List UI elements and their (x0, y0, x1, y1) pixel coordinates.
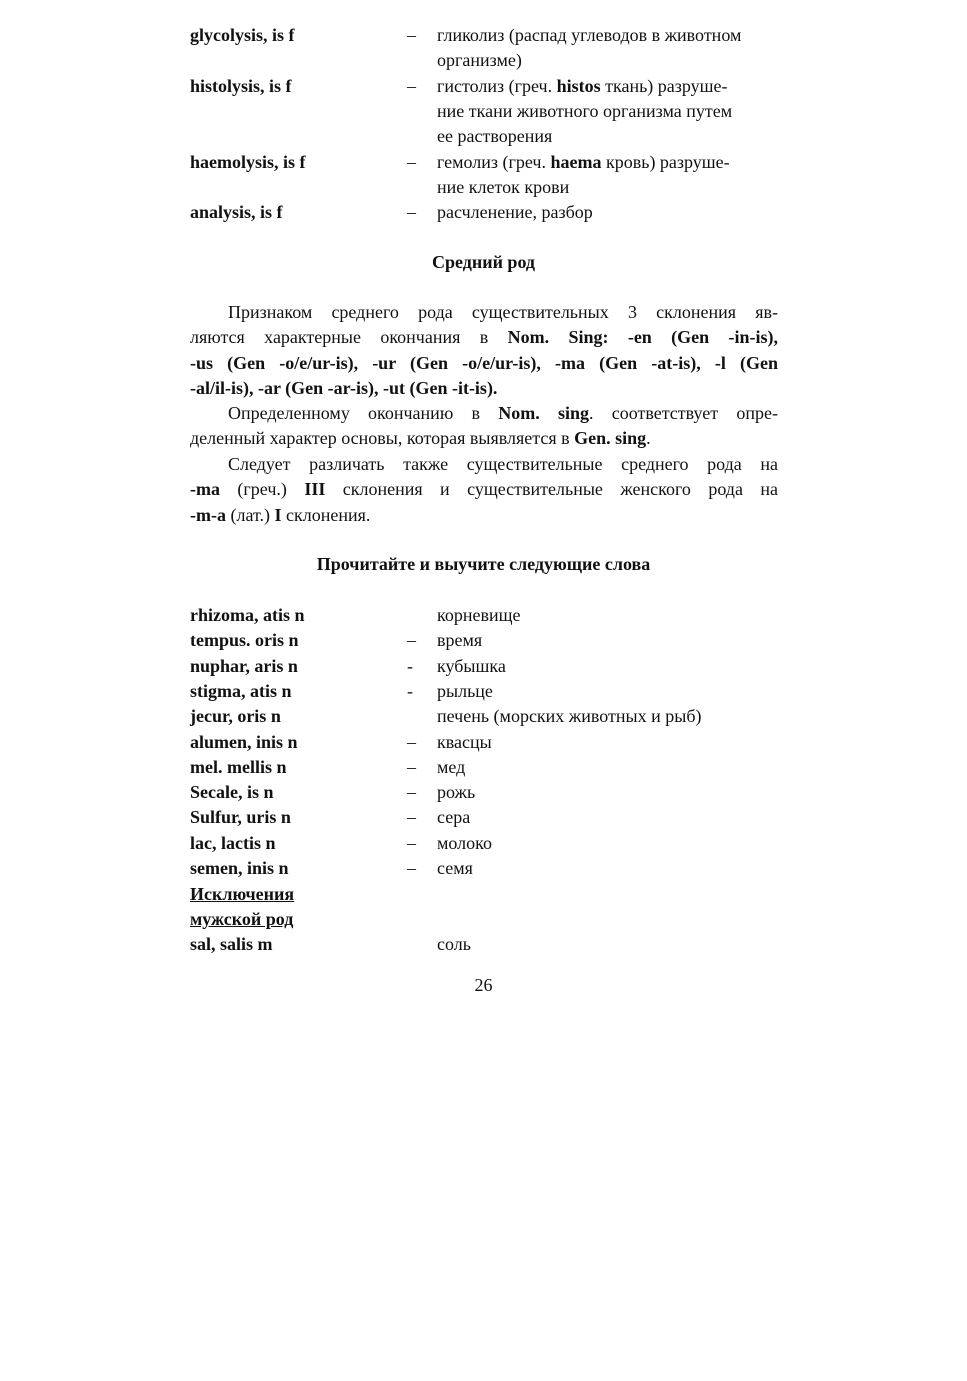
vocab-entry (0, 603, 967, 628)
vocab-term: rhizoma, atis n (190, 605, 305, 625)
vocab-definition: печень (морских животных и рыб) (437, 706, 702, 727)
glossary-entry-line (0, 200, 967, 225)
exceptions-heading-row-2 (0, 907, 967, 932)
vocab-definition: корневище (437, 605, 521, 625)
vocab-term: mel. mellis n (190, 756, 287, 777)
vocab-term: lac, lactis n (190, 832, 276, 853)
vocab-entry (0, 628, 967, 653)
glossary-definition (437, 99, 732, 124)
bold-text-segment: -m-a (190, 504, 226, 525)
glossary-definition (437, 74, 727, 99)
text-segment: Определенному окончанию в (228, 403, 499, 423)
glossary-term: glycolysis, is f (190, 25, 295, 45)
paragraph-line (228, 452, 778, 477)
glossary-entry-line (0, 48, 967, 73)
dash-separator: – (407, 756, 416, 777)
text-segment: (греч.) (220, 479, 305, 500)
vocab-title: Прочитайте и выучите следующие слова (316, 554, 651, 574)
glossary-term: analysis, is f (190, 202, 283, 223)
glossary-entry-line (0, 124, 967, 149)
text-segment: (лат.) (225, 504, 275, 525)
vocab-term: semen, inis n (190, 858, 289, 878)
glossary-definition (437, 150, 730, 175)
dash-separator: – (407, 25, 416, 45)
bold-text-segment: Nom. sing (498, 403, 589, 423)
bold-text-segment: Nom. Sing: -en (Gen -in-is), (507, 327, 779, 348)
exception-definition: соль (437, 934, 471, 954)
text-segment: . (646, 428, 651, 449)
text-segment: Признаком среднего рода существительных 3 склонения яв- (228, 302, 778, 322)
glossary-entry-line (0, 175, 967, 200)
vocab-definition: рожь (437, 782, 476, 803)
dash-separator: – (407, 832, 416, 853)
text-segment: ние клеток крови (437, 176, 570, 197)
dash-separator: - (407, 655, 413, 676)
vocab-entry (0, 730, 967, 755)
section-title: Средний род (431, 252, 536, 272)
bold-text-segment: -ma (190, 479, 220, 500)
exception-entry (0, 932, 967, 957)
text-segment: склонения. (281, 504, 371, 525)
dash-separator: – (407, 630, 416, 651)
dash-separator: – (407, 782, 416, 803)
dash-separator: – (407, 75, 416, 96)
glossary-entry-line (0, 99, 967, 124)
dash-separator: - (407, 680, 413, 701)
glossary-entry-line (0, 74, 967, 99)
vocab-term: Sulfur, uris n (190, 807, 291, 828)
vocab-term: Secale, is n (190, 782, 274, 803)
paragraph-line (190, 325, 778, 350)
paragraph-line (228, 300, 778, 325)
vocab-term: alumen, inis n (190, 731, 298, 752)
vocab-definition: время (437, 630, 483, 651)
bold-text-segment: I (274, 504, 282, 525)
paragraph-line (190, 426, 778, 451)
text-segment: деленный характер основы, которая выявляется в (190, 428, 575, 449)
paragraph-line (190, 351, 778, 376)
glossary-definition (437, 175, 569, 200)
exceptions-heading-row-1 (0, 882, 967, 907)
text-segment: . соответствует опре- (588, 403, 779, 423)
bold-text-segment: -al/il-is), -ar (Gen -ar-is), -ut (Gen -it-is). (190, 377, 498, 398)
text-segment: гистолиз (греч. (437, 75, 557, 96)
vocab-definition: семя (437, 858, 473, 878)
vocab-definition: сера (437, 807, 471, 828)
vocab-term: tempus. oris n (190, 630, 299, 651)
text-segment: ткань) разруше- (600, 75, 728, 96)
glossary-definition (437, 124, 552, 149)
vocab-term: jecur, oris n (190, 706, 281, 727)
vocab-entry (0, 780, 967, 805)
glossary-term: haemolysis, is f (190, 151, 306, 172)
dash-separator: – (407, 858, 416, 878)
glossary-entry-line (0, 23, 967, 48)
text-segment: склонения и существительные женского рода на (325, 479, 778, 500)
vocab-term: nuphar, aris n (190, 655, 298, 676)
dash-separator: – (407, 202, 416, 223)
bold-text-segment: histos (556, 75, 601, 96)
vocab-definition: квасцы (437, 731, 492, 752)
glossary-entry-line (0, 150, 967, 175)
exceptions-heading: Исключения (190, 884, 295, 904)
text-segment: гемолиз (греч. (437, 151, 551, 172)
exception-term: sal, salis m (190, 934, 273, 954)
vocab-entry (0, 805, 967, 830)
vocab-definition: молоко (437, 832, 492, 853)
text-segment: кровь) разруше- (601, 151, 730, 172)
glossary-term: histolysis, is f (190, 75, 292, 96)
dash-separator: – (407, 807, 416, 828)
vocab-entry (0, 856, 967, 881)
vocab-entry (0, 755, 967, 780)
paragraph-line (228, 401, 778, 426)
page-number: 26 (474, 975, 493, 995)
vocab-definition: мед (437, 756, 466, 777)
dash-separator: – (407, 731, 416, 752)
dash-separator: – (407, 151, 416, 172)
glossary-definition (437, 23, 741, 48)
bold-text-segment: Gen. sing (574, 428, 647, 449)
bold-text-segment: haema (550, 151, 602, 172)
paragraph-line (190, 376, 778, 401)
paragraph-line (190, 503, 778, 528)
paragraph-line (190, 477, 778, 502)
vocab-term: stigma, atis n (190, 680, 292, 701)
text-segment: расчленение, разбор (437, 202, 593, 223)
vocab-entry (0, 704, 967, 729)
bold-text-segment: -us (Gen -o/e/ur-is), -ur (Gen -o/e/ur-is), -ma (Gen -at-is), -l (Gen (190, 352, 778, 373)
text-segment: ляются характерные окончания в (190, 327, 508, 348)
glossary-definition (437, 200, 593, 225)
vocab-entry (0, 654, 967, 679)
vocab-entry (0, 679, 967, 704)
text-segment: Следует различать также существительные среднего рода на (228, 454, 778, 474)
text-segment: ее растворения (437, 126, 553, 147)
text-segment: гликолиз (распад углеводов в животном (437, 25, 742, 45)
vocab-definition: кубышка (437, 655, 506, 676)
vocab-definition: рыльце (437, 680, 493, 701)
exceptions-subheading: мужской род (190, 909, 294, 929)
glossary-definition (437, 48, 522, 73)
text-segment: организме) (437, 50, 522, 71)
bold-text-segment: III (304, 479, 326, 500)
vocab-entry (0, 831, 967, 856)
text-segment: ние ткани животного организма путем (437, 100, 733, 121)
